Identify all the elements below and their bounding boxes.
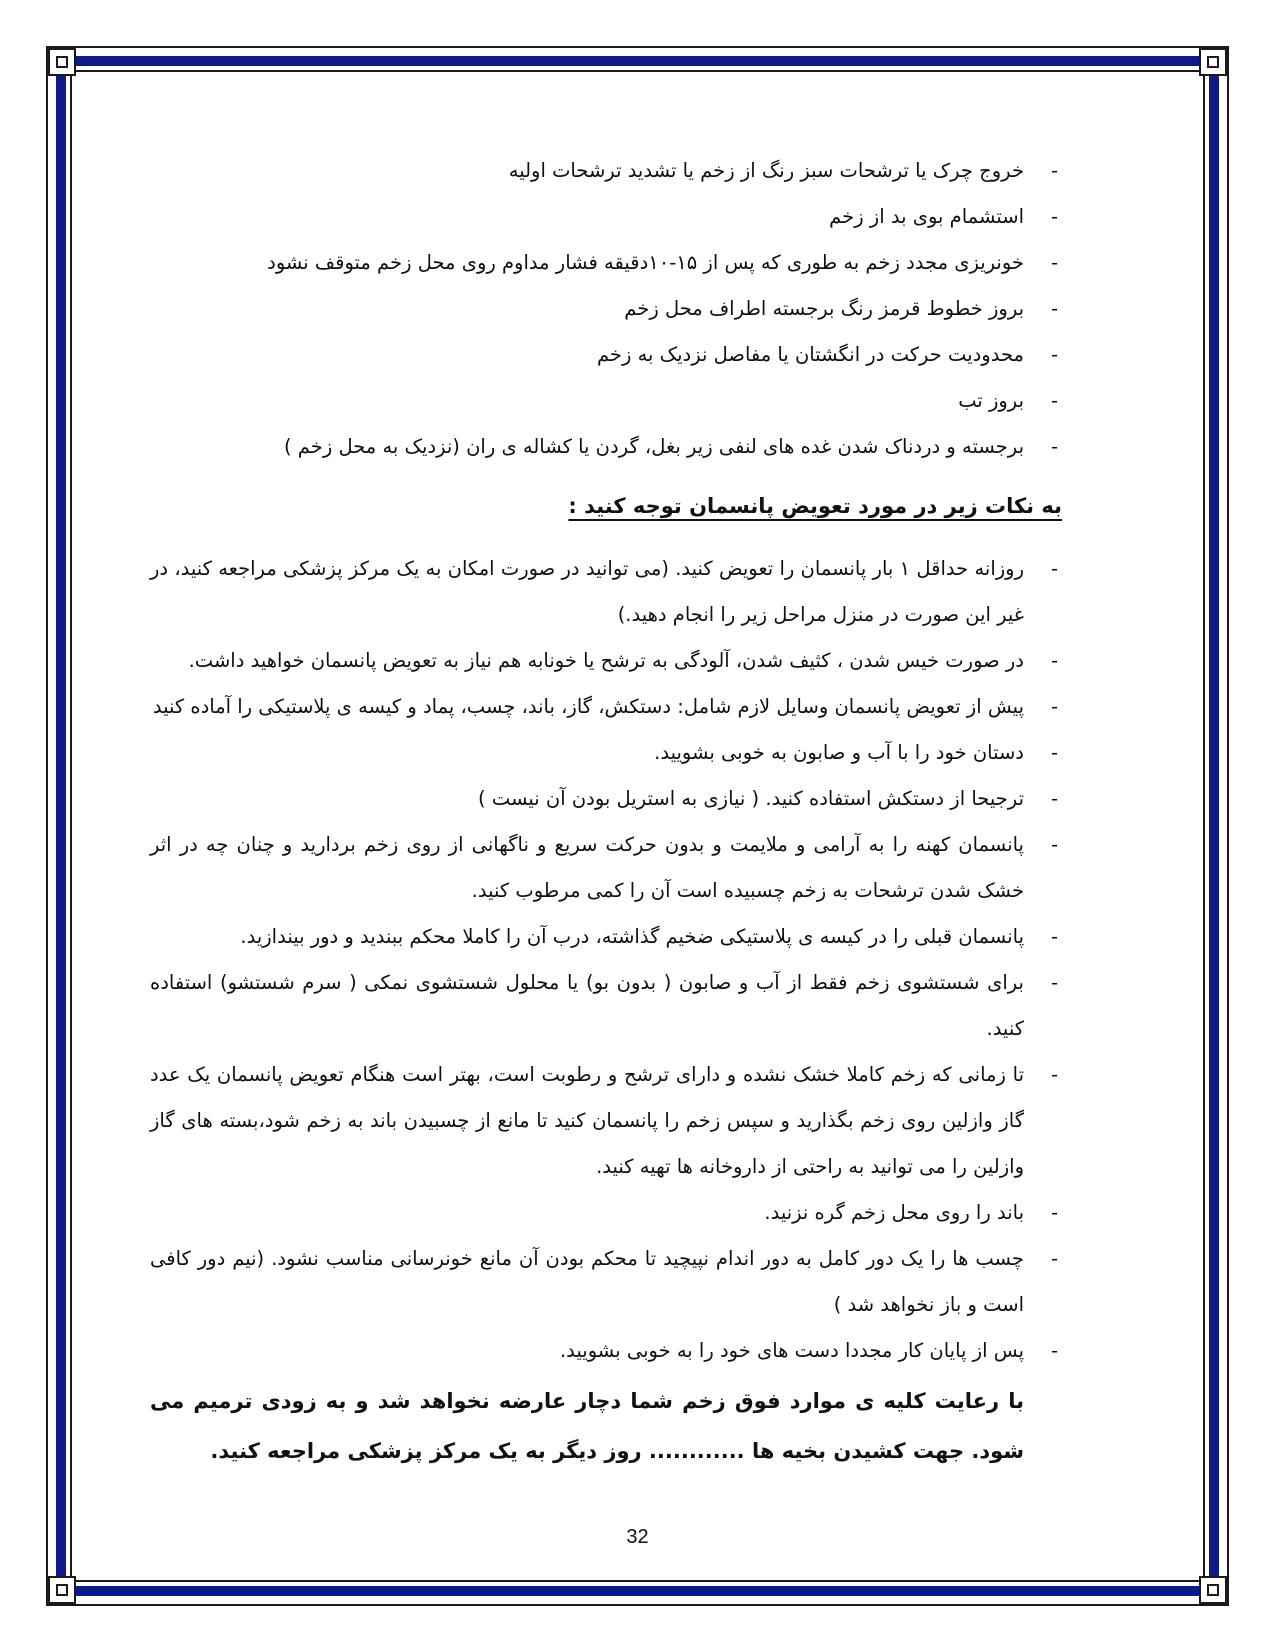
list-item: - پیش از تعویض پانسمان وسایل لازم شامل: دستکش، گاز، باند، چسب، پماد و کیسه ی پلاستیکی را آماده کنید: [152, 695, 1058, 718]
list-item: - ترجیحا از دستکش استفاده کنید. ( نیازی به استریل بودن آن نیست ): [478, 787, 1058, 810]
frame-corner-top-left: [48, 48, 76, 76]
warning-signs-list: [150, 148, 1062, 470]
list-item: - محدودیت حرکت در انگشتان یا مفاصل نزدیک به زخم: [596, 343, 1058, 366]
list-item: - چسب ها را یک دور کامل به دور اندام نپیچید تا محکم بودن آن مانع خونرسانی مناسب نشود. (نیم دور کافی است و باز نخواهد شد ): [150, 1247, 1058, 1316]
list-item: - پانسمان قبلی را در کیسه ی پلاستیکی ضخیم گذاشته، درب آن را کاملا محکم ببندید و دور بیندازید.: [240, 925, 1058, 948]
list-item: - خونریزی مجدد زخم به طوری که پس از ۱۵-۱۰دقیقه فشار مداوم روی محل زخم متوقف نشود: [267, 251, 1058, 274]
dressing-change-list: [150, 546, 1062, 1374]
section-heading: به نکات زیر در مورد تعویض پانسمان توجه کنید :: [568, 494, 1062, 518]
list-item: - روزانه حداقل ۱ بار پانسمان را تعویض کنید. (می توانید در صورت امکان به یک مرکز پزشکی مراجعه کنید، در غیر این صورت در منزل مراحل زیر را انجام دهید.): [150, 557, 1058, 626]
frame-corner-bottom-left: [48, 1576, 76, 1604]
list-item: - باند را روی محل زخم گره نزنید.: [764, 1201, 1058, 1224]
list-item: - تا زمانی که زخم کاملا خشک نشده و دارای ترشح و رطوبت است، بهتر است هنگام تعویض پانسمان یک عدد گاز وازلین روی زخم بگذارید و سپس زخم را پانسمان کنید تا مانع از چسبیدن باند به زخم شود،بسته های گاز وازلین را می توانید به راحتی از داروخانه ها تهیه کنید.: [150, 1063, 1058, 1178]
list-item: - پانسمان کهنه را به آرامی و ملایمت و بدون حرکت سریع و ناگهانی از روی زخم بردارید و چنان چه در اثر خشک شدن ترشحات به زخم چسبیده است آن را کمی مرطوب کنید.: [150, 833, 1058, 902]
list-item: - بروز تب: [958, 389, 1058, 412]
list-item: - پس از پایان کار مجددا دست های خود را به خوبی بشویید.: [559, 1339, 1058, 1362]
page-number: 32: [626, 1526, 649, 1548]
frame-corner-bottom-right: [1199, 1576, 1227, 1604]
list-item: - در صورت خیس شدن ، کثیف شدن، آلودگی به ترشح یا خونابه هم نیاز به تعویض پانسمان خواهید داشت.: [188, 649, 1058, 672]
list-item: - استشمام بوی بد از زخم: [829, 205, 1058, 228]
final-note: با رعایت کلیه ی موارد فوق زخم شما دچار عارضه نخواهد شد و به زودی ترمیم می شود. جهت کشیدن بخیه ها ............ روز دیگر به یک مرکز پزشکی مراجعه کنید.: [150, 1389, 1024, 1463]
frame-corner-top-right: [1199, 48, 1227, 76]
list-item: - دستان خود را با آب و صابون به خوبی بشویید.: [654, 741, 1058, 764]
page-content: [150, 148, 1062, 1476]
list-item: - برای شستشوی زخم فقط از آب و صابون ( بدون بو) یا محلول شستشوی نمکی ( سرم شستشو) استفاده کنید.: [150, 971, 1058, 1040]
list-item: - بروز خطوط قرمز رنگ برجسته اطراف محل زخم: [624, 297, 1058, 320]
list-item: - برجسته و دردناک شدن غده های لنفی زیر بغل، گردن یا کشاله ی ران (نزدیک به محل زخم ): [284, 435, 1058, 458]
list-item: - خروج چرک یا ترشحات سبز رنگ از زخم یا تشدید ترشحات اولیه: [508, 159, 1058, 182]
